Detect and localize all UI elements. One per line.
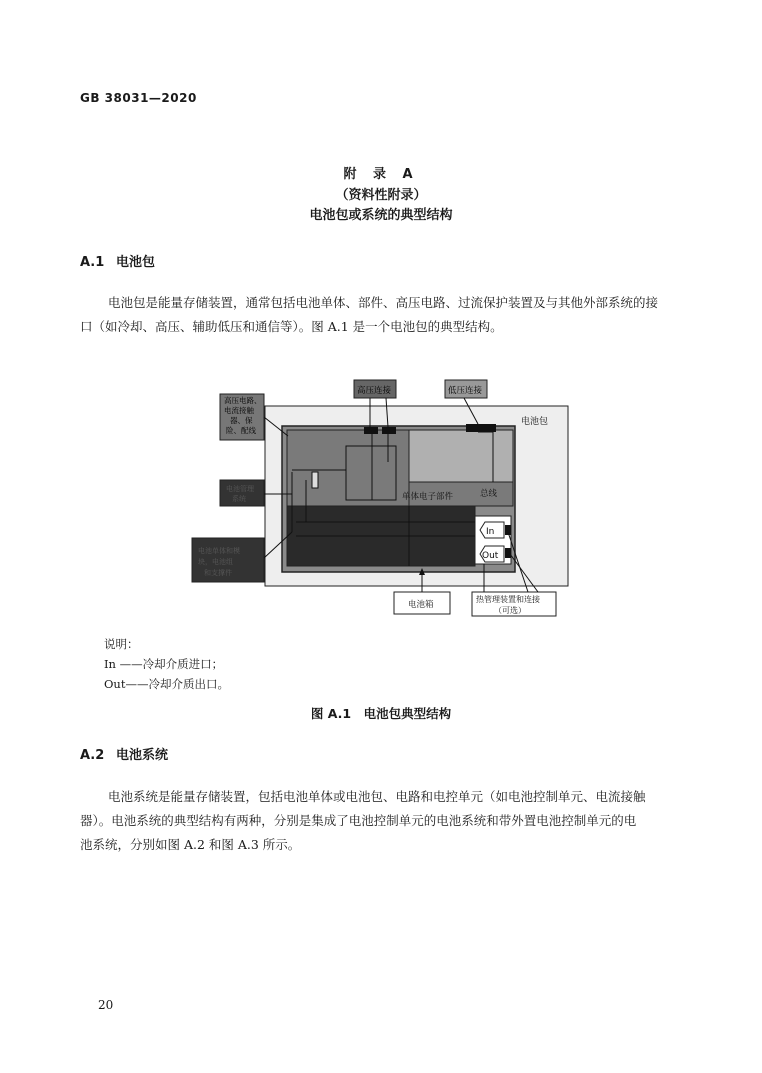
paragraph-line: 器）。电池系统的典型结构有两种，分别是集成了电池控制单元的电池系统和带外置电池控制单元的电 <box>80 813 637 828</box>
hv-terminal-left <box>364 427 378 434</box>
annex-type: （资料性附录） <box>335 188 427 203</box>
legend-item-out: Out——冷却介质出口。 <box>104 677 229 691</box>
standard-number: GB 38031—2020 <box>80 91 197 105</box>
legend-item-in: In ——冷却介质进口； <box>104 657 224 671</box>
battery-box-label: 电池箱 <box>408 600 434 610</box>
hv-circuit-line2: 电流接触 <box>224 406 254 415</box>
section-a2-title: 电池系统 <box>116 748 169 763</box>
hv-terminal-right <box>382 427 396 434</box>
hv-circuit-zone <box>287 430 409 508</box>
section-a1-title: 电池包 <box>116 255 156 270</box>
section-a1-paragraph <box>80 291 680 339</box>
hv-circuit-line4: 险、配线 <box>226 426 256 435</box>
section-a2-heading <box>80 744 168 763</box>
paragraph-line: 电池系统是能量存储装置，包括电池单体或电池包、电路和电控单元（如电池控制单元、电流接触 <box>108 789 646 804</box>
in-label: In <box>486 527 495 537</box>
out-label: Out <box>482 551 499 561</box>
figure-caption: 图 A.1 电池包典型结构 <box>310 706 452 721</box>
cell-electronics-label: 单体电子部件 <box>402 492 454 502</box>
paragraph-line: 口（如冷却、高压、辅助低压和通信等）。图 A.1 是一个电池包的典型结构。 <box>80 319 503 334</box>
bms-line1: 电池管理 <box>226 485 254 493</box>
section-a1-heading <box>80 251 155 270</box>
paragraph-line: 池系统，分别如图 A.2 和图 A.3 所示。 <box>80 837 301 852</box>
battery-pack-label: 电池包 <box>521 417 549 427</box>
figure-legend <box>104 634 229 694</box>
section-a1-number: A.1 <box>80 255 105 270</box>
cells-line2: 块，电池组 <box>198 558 233 566</box>
out-port-icon <box>505 548 511 558</box>
fuse-icon <box>312 472 318 488</box>
hv-circuit-line1: 高压电路、 <box>224 396 262 405</box>
page-number: 20 <box>98 998 114 1012</box>
legend-heading: 说明： <box>104 637 139 651</box>
light-zone <box>409 430 513 482</box>
thermal-line1: 热管理装置和连接 <box>476 595 540 604</box>
hv-connection-label: 高压连接 <box>357 386 392 396</box>
annex-subtitle: 电池包或系统的典型结构 <box>309 208 453 223</box>
annex-title: 附 录 A <box>343 167 419 182</box>
section-a2-number: A.2 <box>80 748 105 763</box>
hv-circuit-line3: 器、保 <box>230 416 253 425</box>
lv-connection-label: 低压连接 <box>448 386 483 396</box>
thermal-line2: （可选） <box>494 606 526 615</box>
cells-line3: 和支撑件 <box>204 569 232 577</box>
battery-pack-diagram <box>188 372 578 622</box>
bms-line2: 系统 <box>232 495 246 503</box>
lv-terminal <box>466 424 496 432</box>
section-a2-paragraph <box>80 785 680 857</box>
bus-label: 总线 <box>480 489 498 499</box>
cells-line1: 电池单体和模 <box>198 547 240 555</box>
paragraph-line: 电池包是能量存储装置，通常包括电池单体、部件、高压电路、过流保护装置及与其他外部系统的接 <box>108 295 659 310</box>
